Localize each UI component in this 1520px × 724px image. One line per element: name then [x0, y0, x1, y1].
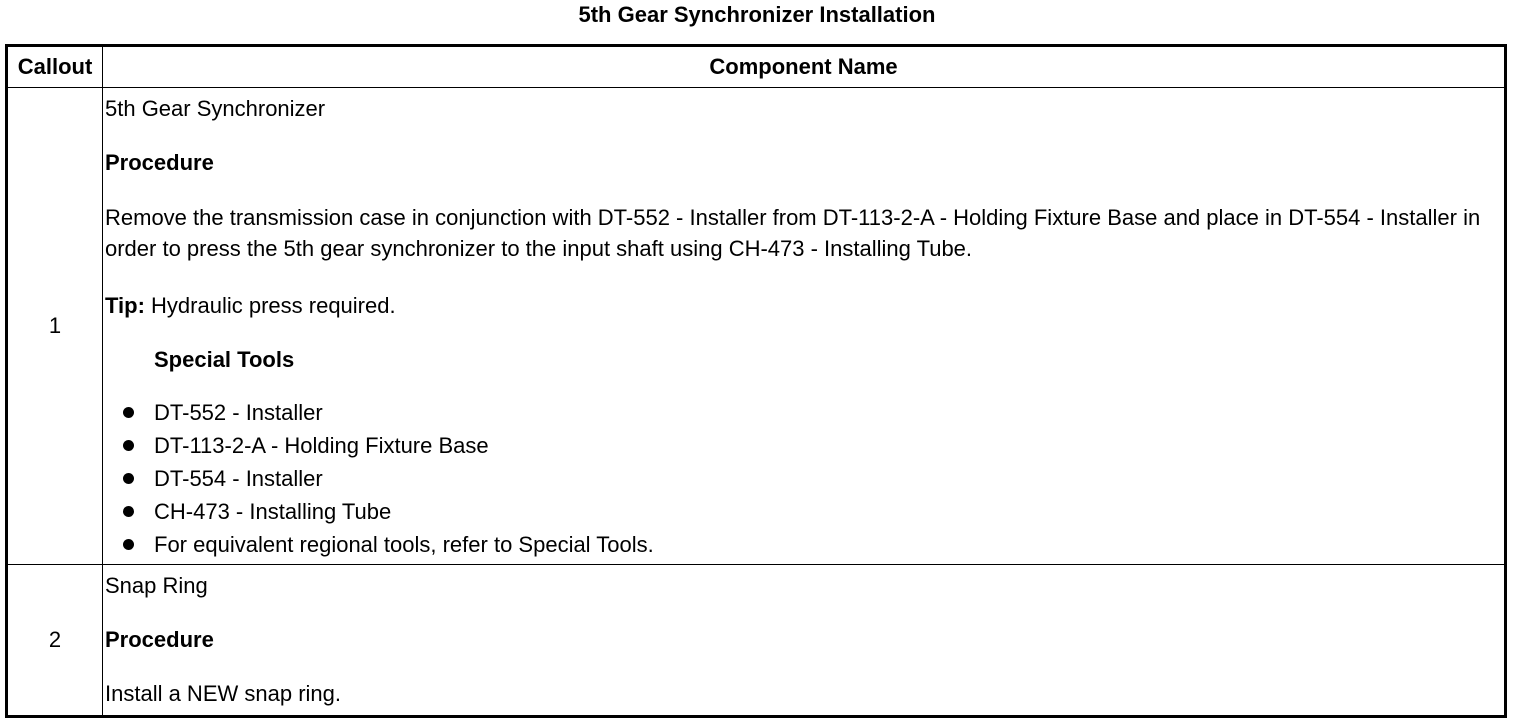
bullet-icon — [123, 539, 134, 550]
component-name: Snap Ring — [105, 573, 208, 598]
bullet-icon — [123, 407, 134, 418]
tip-label: Tip: — [105, 293, 145, 318]
table-row — [7, 565, 1506, 717]
bullet-icon — [123, 506, 134, 517]
component-cell — [103, 88, 1506, 565]
special-tools-list — [105, 396, 1500, 561]
special-tool-label: DT-554 - Installer — [154, 466, 323, 491]
list-item — [105, 462, 1500, 495]
procedure-heading: Procedure — [105, 150, 214, 175]
bullet-icon — [123, 473, 134, 484]
list-item — [105, 528, 1500, 561]
bullet-icon — [123, 440, 134, 451]
document-title: 5th Gear Synchronizer Installation — [578, 2, 936, 27]
procedure-heading: Procedure — [105, 627, 214, 652]
callout-column-header: Callout — [7, 46, 103, 88]
table-header-row — [7, 46, 1506, 88]
tip-text: Hydraulic press required. — [144, 293, 396, 318]
component-name-column-header: Component Name — [103, 46, 1506, 88]
list-item — [105, 396, 1500, 429]
component-name: 5th Gear Synchronizer — [105, 96, 326, 121]
special-tool-label: CH-473 - Installing Tube — [154, 499, 392, 524]
procedure-text: Remove the transmission case in conjunction with DT-552 - Installer from DT-113-2-A - Holding Fixture Base and place in DT-554 - Installer in order to press the 5th gear synchronizer to the input shaft using CH-473 - Installing Tube. — [105, 205, 1481, 261]
special-tool-label: For equivalent regional tools, refer to Special Tools. — [154, 532, 654, 557]
table-row — [7, 88, 1506, 565]
list-item — [105, 429, 1500, 462]
tip — [105, 294, 1500, 318]
component-cell — [103, 565, 1506, 717]
special-tool-label: DT-113-2-A - Holding Fixture Base — [154, 433, 489, 458]
list-item — [105, 495, 1500, 528]
procedure-text: Install a NEW snap ring. — [105, 681, 341, 706]
callout-number: 1 — [7, 88, 103, 565]
component-table — [5, 44, 1507, 718]
special-tools-heading: Special Tools — [154, 347, 295, 372]
special-tool-label: DT-552 - Installer — [154, 400, 323, 425]
callout-number: 2 — [7, 565, 103, 717]
